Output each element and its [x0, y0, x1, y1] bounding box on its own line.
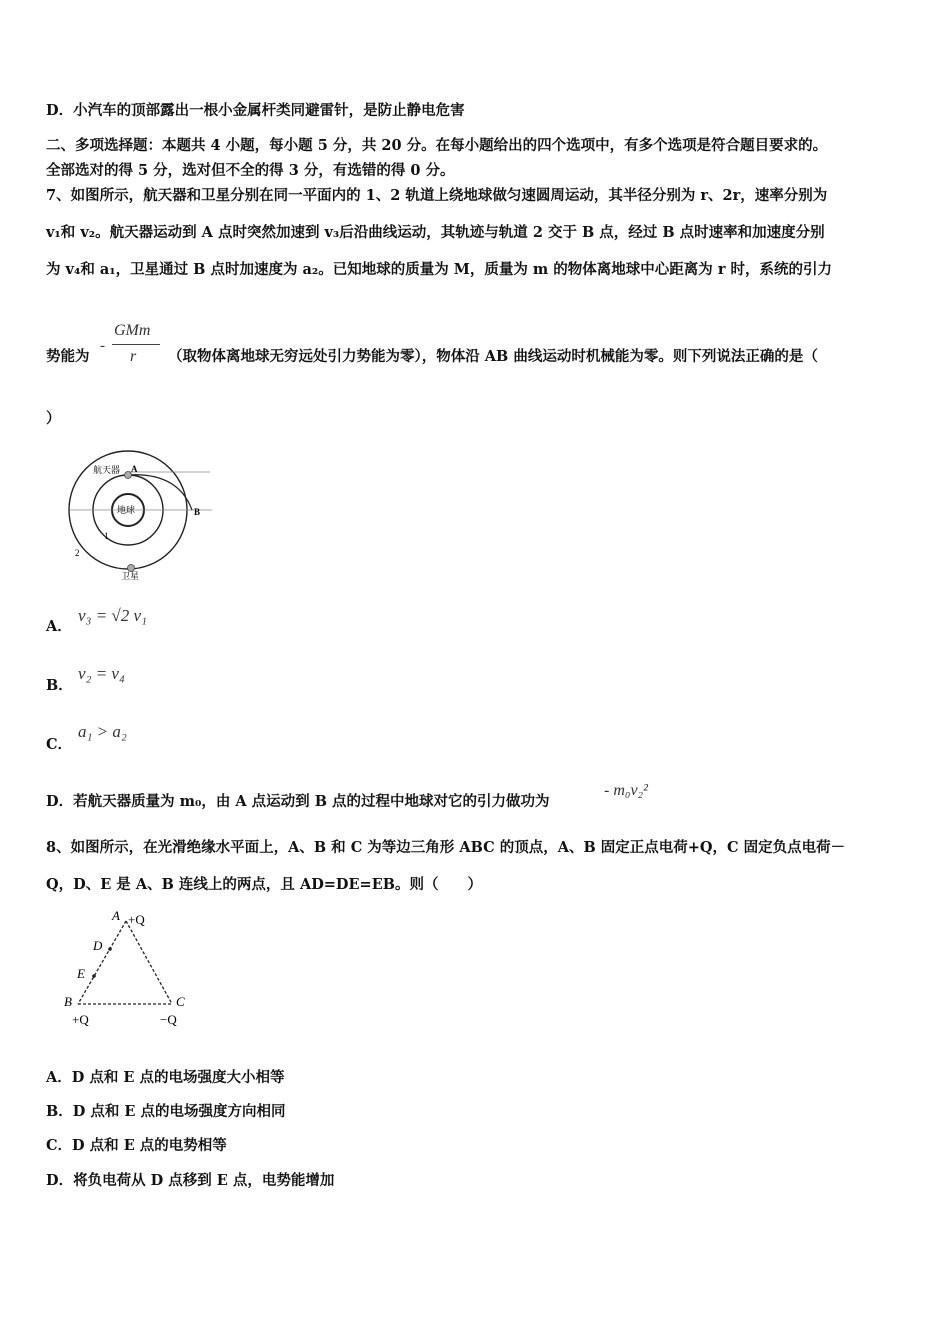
q8-option-c: C．D 点和 E 点的电势相等: [46, 1137, 227, 1154]
label-b-charge: +Q: [72, 1012, 89, 1027]
q7-option-d-text: D．若航天器质量为 m₀，由 A 点运动到 B 点的过程中地球对它的引力做功为: [46, 793, 550, 810]
q7-stem-line4-post: （取物体离地球无穷远处引力势能为零），物体沿 AB 曲线运动时机械能为零。则下列说法正确的是（: [168, 348, 818, 365]
q7-stem-line1: 7、如图所示，航天器和卫星分别在同一平面内的 1、2 轨道上绕地球做匀速圆周运动，其半径分别为 r、2r，速率分别为: [46, 187, 828, 204]
label-e: E: [77, 966, 85, 981]
q8-option-d: D．将负电荷从 D 点移到 E 点，电势能增加: [46, 1172, 335, 1189]
section2-instructions-line1: 二、多项选择题：本题共 4 小题，每小题 5 分，共 20 分。在每小题给出的四个选项中，有多个选项是符合题目要求的。: [46, 137, 828, 154]
q7-potential-energy-formula: [96, 320, 164, 370]
label-satellite: 卫星: [121, 571, 140, 581]
q8-stem-line2: Q，D、E 是 A、B 连线上的两点，且 AD=DE=EB。则（ ）: [46, 876, 483, 893]
section2-instructions-line2: 全部选对的得 5 分，选对但不全的得 3 分，有选错的得 0 分。: [46, 162, 455, 179]
label-c-charge: −Q: [160, 1012, 177, 1027]
label-c: C: [176, 994, 185, 1009]
q7-stem-line3: 为 v₄和 a₁，卫星通过 B 点时加速度为 a₂。已知地球的质量为 M，质量为 m 的物体离地球中心距离为 r 时，系统的引力: [46, 261, 833, 278]
label-point-b: B: [194, 507, 201, 517]
q7-option-d-math: - m₀v₂²: [604, 782, 648, 799]
formula-fraction-bar: [112, 344, 160, 345]
label-orbit-1: 1: [104, 531, 109, 541]
label-a: A: [112, 908, 120, 923]
q8-option-b: B．D 点和 E 点的电场强度方向相同: [46, 1103, 286, 1120]
q7-option-a-label: A．: [46, 618, 72, 635]
label-d: D: [93, 938, 103, 953]
label-spacecraft: 航天器: [93, 465, 121, 475]
formula-denominator: r: [130, 348, 137, 365]
q7-option-c-label: C．: [46, 736, 73, 753]
point-d-marker: [108, 947, 112, 951]
q7-option-b-math: v₂ = v₄: [78, 664, 125, 683]
q7-option-a-math: v₃ = √2 v₁: [78, 606, 147, 625]
formula-minus-sign: -: [100, 338, 105, 354]
label-a-charge: +Q: [128, 912, 145, 927]
q7-stem-line2: v₁和 v₂。航天器运动到 A 点时突然加速到 v₃后沿曲线运动，其轨迹与轨道 2 交于 B 点，经过 B 点时速率和加速度分别: [46, 224, 825, 241]
transfer-trajectory-ab: [128, 475, 192, 510]
q7-orbit-diagram: [60, 448, 220, 584]
q7-option-b-label: B．: [46, 677, 73, 694]
q8-triangle-diagram: [58, 904, 203, 1032]
point-e-marker: [92, 974, 96, 978]
label-orbit-2: 2: [75, 548, 80, 558]
side-ac: [126, 921, 172, 1004]
q7-option-c-math: a₁ > a₂: [78, 722, 127, 741]
q7-stem-line4-pre: 势能为: [46, 348, 90, 365]
q7-stem-line5: ）: [46, 410, 61, 427]
side-ab: [78, 921, 126, 1004]
label-point-a: A: [131, 464, 138, 474]
q8-option-a: A．D 点和 E 点的电场强度大小相等: [46, 1069, 285, 1086]
q6-option-d: D．小汽车的顶部露出一根小金属杆类同避雷针，是防止静电危害: [46, 102, 465, 119]
formula-numerator: GMm: [114, 322, 151, 339]
label-b: B: [64, 994, 72, 1009]
q8-stem-line1: 8、如图所示，在光滑绝缘水平面上，A、B 和 C 为等边三角形 ABC 的顶点，A、B 固定正点电荷+Q，C 固定负点电荷－: [46, 839, 846, 856]
label-earth: 地球: [117, 505, 136, 515]
